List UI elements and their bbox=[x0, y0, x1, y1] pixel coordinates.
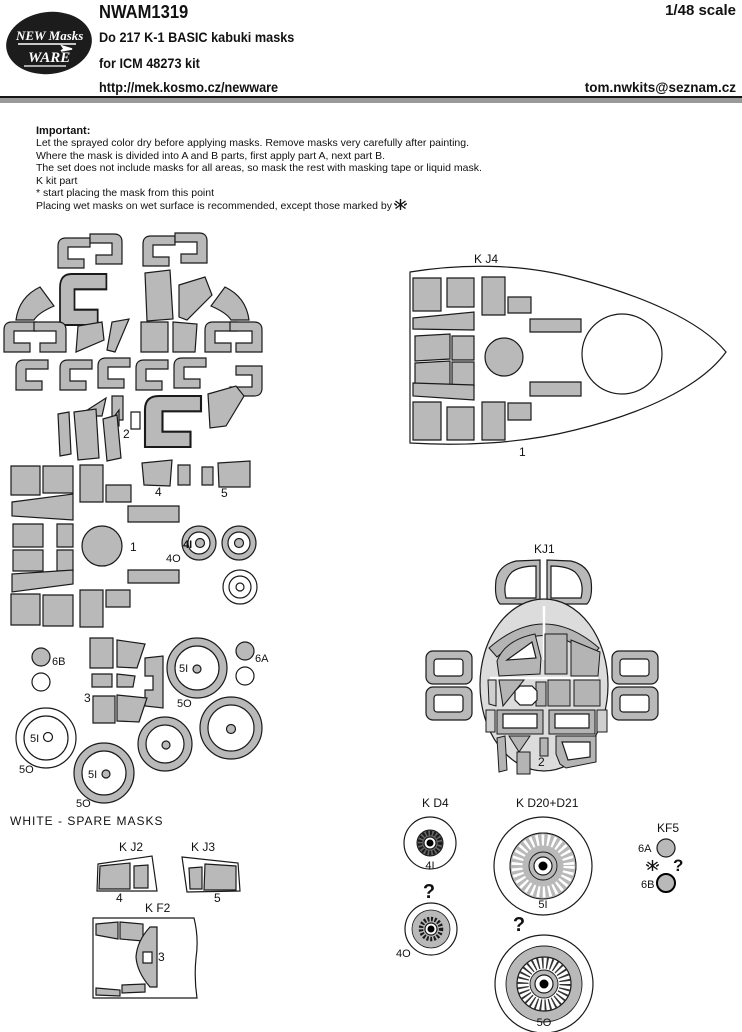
product-code: NWAM1319 bbox=[99, 2, 189, 22]
mask-sheet-layout bbox=[11, 460, 257, 627]
website-link[interactable]: http://mek.kosmo.cz/newware bbox=[99, 80, 279, 95]
note-line: Where the mask is divided into A and B parts, first apply part A, next part B. bbox=[36, 149, 386, 162]
kj4-label: K J4 bbox=[474, 252, 499, 266]
part-number: 6B bbox=[641, 879, 655, 891]
kf2-label: K F2 bbox=[145, 901, 171, 915]
part-number: 5O bbox=[177, 698, 192, 710]
logo-line2: WARE bbox=[28, 50, 71, 66]
canopy-cluster-diagram bbox=[4, 233, 262, 461]
spare-masks-note: WHITE - SPARE MASKS bbox=[10, 814, 164, 828]
part-number: 6A bbox=[255, 653, 269, 665]
note-line: K kit part bbox=[36, 174, 78, 187]
logo-line1: NEW Masks bbox=[16, 28, 84, 43]
part-number: 5O bbox=[19, 764, 34, 776]
part-number: 6A bbox=[638, 843, 652, 855]
kit-reference: for ICM 48273 kit bbox=[99, 56, 200, 71]
scale-label: 1/48 scale bbox=[665, 2, 736, 19]
product-title: Do 217 K-1 BASIC kabuki masks bbox=[99, 30, 295, 45]
part-number: 4 bbox=[155, 485, 162, 499]
part-number: 5O bbox=[536, 1017, 552, 1029]
email-link[interactable]: tom.nwkits@seznam.cz bbox=[584, 80, 736, 95]
no-wet-icon bbox=[647, 860, 659, 871]
part-number: 5I bbox=[88, 769, 98, 781]
kd4-wheel-diagram bbox=[396, 796, 457, 960]
part-number: 5I bbox=[30, 733, 40, 745]
kd4-label: K D4 bbox=[422, 796, 449, 810]
notes-heading: Important: bbox=[36, 125, 91, 137]
kf5-label: KF5 bbox=[657, 821, 680, 835]
question-mark: ? bbox=[673, 856, 684, 875]
part-number: 1 bbox=[130, 540, 137, 554]
part-number: 2 bbox=[123, 427, 130, 441]
part-number: 4I bbox=[425, 860, 435, 872]
part-number: 5I bbox=[179, 663, 189, 675]
part-number: 6B bbox=[52, 656, 66, 668]
question-mark: ? bbox=[512, 914, 526, 936]
part-number: 1 bbox=[519, 445, 526, 459]
kf2-window-diagram bbox=[93, 901, 197, 998]
kj2-label: K J2 bbox=[119, 840, 144, 854]
part-number: 5 bbox=[221, 486, 228, 500]
kj2-window-diagram bbox=[97, 840, 157, 905]
kd20-label: K D20+D21 bbox=[516, 796, 579, 810]
kj1-canopy-diagram bbox=[426, 542, 658, 774]
kf5-diagram bbox=[638, 821, 683, 892]
part-number: 2 bbox=[538, 755, 545, 769]
note-line: * start placing the mask from this point bbox=[36, 187, 214, 200]
part-number: 3 bbox=[84, 691, 91, 705]
part-number: 4I bbox=[183, 539, 193, 551]
part-number: 5I bbox=[538, 899, 548, 911]
part-number: 3 bbox=[158, 950, 165, 964]
kj3-label: K J3 bbox=[191, 840, 216, 854]
question-mark: ? bbox=[422, 881, 436, 903]
note-line: Placing wet masks on wet surface is recommended, except those marked by bbox=[36, 200, 392, 213]
part-number: 4 bbox=[116, 891, 123, 905]
part-number: 4O bbox=[396, 948, 411, 960]
kj3-window-diagram bbox=[182, 840, 240, 905]
part-number: 5O bbox=[76, 798, 91, 810]
kd20-d21-wheel-diagram bbox=[494, 796, 593, 1032]
part-number: 5 bbox=[214, 891, 221, 905]
kj4-nose-diagram bbox=[410, 252, 726, 459]
note-line: The set does not include masks for all areas, so mask the rest with masking tape or liquid mask. bbox=[36, 162, 482, 175]
note-line: Let the sprayed color dry before applying masks. Remove masks very carefully after painting. bbox=[36, 137, 470, 150]
kj1-label: KJ1 bbox=[534, 542, 555, 556]
part-number: 4O bbox=[166, 553, 181, 565]
spinner-rings-group bbox=[16, 638, 269, 810]
